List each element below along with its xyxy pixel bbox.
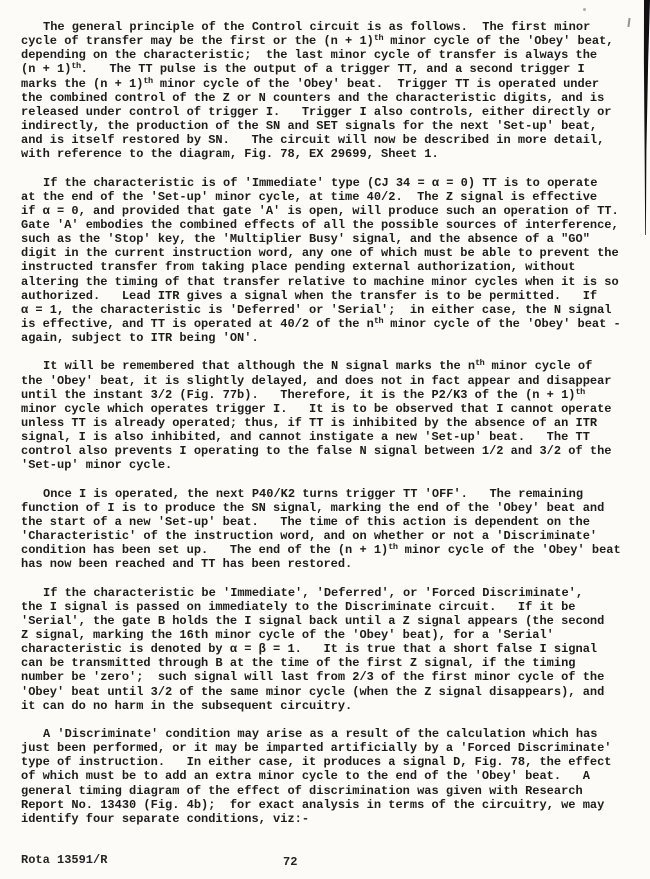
text-line: $(n + 1)^{th}$. The TT pulse is the output of a trigger TT, and a second trigger I — [21, 61, 585, 77]
text-line: number be 'zero'; such signal will last from 2/3 of the first minor cycle of the — [21, 670, 605, 685]
text-line: It will be remembered that although the N signal marks the $n^{th}$ minor cycle of — [43, 358, 593, 374]
text-line: If the characteristic is of 'Immediate' type (CJ 34 = α = 0) TT is to operate — [43, 175, 598, 190]
text-line: Z signal, marking the 16th minor cycle of the 'Obey' beat), for a 'Serial' — [21, 628, 554, 643]
text-line: again, subject to ITR being 'ON'. — [21, 331, 259, 346]
text-line: signal, I is also inhibited, and cannot instigate a new 'Set-up' beat. The TT — [21, 430, 590, 445]
text-line: minor cycle which operates trigger I. It is to be observed that I cannot operate — [21, 401, 612, 416]
paragraph — [21, 487, 633, 572]
text-line: is effective, and TT is operated at 40/2 of the $n^{th}$ minor cycle of the 'Obey' beat - — [21, 315, 621, 331]
text-line: cycle of transfer may be the first or the $(n + 1)^{th}$ minor cycle of the 'Obey' beat, — [21, 33, 614, 49]
text-line: it can do no harm in the subsequent circuitry. — [21, 698, 353, 713]
text-line: characteristic is denoted by α = β = 1. It is true that a short false I signal — [21, 642, 598, 657]
text-line: condition has been set up. The end of the $(n + 1)^{th}$ minor cycle of the 'Obey' beat — [21, 542, 621, 558]
scan-dot-artifact — [583, 8, 586, 11]
text-line: the combined control of the Z or N counters and the characteristic digits, and is — [21, 90, 605, 105]
text-line: instructed transfer from taking place pending external authorization, without — [21, 260, 576, 275]
text-line: authorized. Lead ITR gives a signal when the transfer is to be permitted. If — [21, 288, 598, 303]
text-line: A 'Discriminate' condition may arise as a result of the calculation which has — [43, 727, 598, 742]
paragraph — [21, 176, 633, 346]
footer-reference: Rota 13591/R — [21, 853, 108, 867]
document-body — [21, 20, 633, 840]
text-line: function of I is to produce the SN signal, marking the end of the 'Obey' beat and — [21, 500, 605, 515]
paragraph — [21, 20, 633, 161]
paragraph — [21, 727, 633, 826]
paragraph — [21, 586, 633, 713]
text-line: altering the timing of that transfer relative to machine minor cycles when it is so — [21, 274, 619, 289]
text-line: released under control of trigger I. Trigger I also controls, either directly or — [21, 104, 612, 119]
text-line: can be transmitted through B at the time of the first Z signal, if the timing — [21, 656, 576, 671]
text-line: unless TT is already operated; thus, if TT is inhibited by the absence of an ITR — [21, 415, 598, 430]
text-line: the start of a new 'Set-up' beat. The time of this action is dependent on the — [21, 514, 590, 529]
text-line: if α = 0, and provided that gate 'A' is open, will produce such an operation of TT. — [21, 203, 619, 218]
text-line: indirectly, the production of the SN and SET signals for the next 'Set-up' beat, — [21, 118, 598, 133]
page-footer — [0, 853, 650, 873]
text-line: Report No. 13430 (Fig. 4b); for exact analysis in terms of the circuitry, we may — [21, 797, 605, 812]
text-line: such as the 'Stop' key, the 'Multiplier Busy' signal, and the absence of a "GO" — [21, 232, 590, 247]
text-line: the 'Obey' beat, it is slightly delayed, and does not in fact appear and disappear — [21, 373, 612, 388]
text-line: control also prevents I operating to the false N signal between 1/2 and 3/2 of the — [21, 444, 612, 459]
text-line: just been performed, or it may be imparted artificially by a 'Forced Discriminate' — [21, 741, 612, 756]
text-line: Gate 'A' embodies the combined effects of all the possible sources of interference, — [21, 217, 619, 232]
text-line: identify four separate conditions, viz:- — [21, 811, 310, 826]
text-line: until the instant 3/2 (Fig. 77b). Therefore, it is the P2/K3 of the $(n + 1)^{th}$ — [21, 386, 585, 402]
page-number: 72 — [283, 855, 298, 869]
text-line: the I signal is passed on immediately to the Discriminate circuit. If it be — [21, 599, 576, 614]
text-line: 'Obey' beat until 3/2 of the same minor cycle (when the Z signal disappears), and — [21, 684, 605, 699]
text-line: Once I is operated, the next P40/K2 turns trigger TT 'OFF'. The remaining — [43, 486, 584, 501]
text-line: has now been reached and TT has been restored. — [21, 557, 353, 572]
text-line: type of instruction. In either case, it produces a signal D, Fig. 78, the effect — [21, 755, 612, 770]
text-line: with reference to the diagram, Fig. 78, EX 29699, Sheet 1. — [21, 147, 439, 162]
scan-streak-artifact — [640, 0, 650, 240]
text-line: 'Set-up' minor cycle. — [21, 458, 173, 473]
text-line: α = 1, the characteristic is 'Deferred' or 'Serial'; in either case, the N signal — [21, 302, 612, 317]
text-line: of which must be to add an extra minor cycle to the end of the 'Obey' beat. A — [21, 769, 590, 784]
text-line: 'Characteristic' of the instruction word, and on whether or not a 'Discriminate' — [21, 529, 598, 544]
text-line: and is itself restored by SN. The circuit will now be described in more detail, — [21, 133, 605, 148]
text-line: 'Serial', the gate B holds the I signal back until a Z signal appears (the second — [21, 613, 605, 628]
text-line: digit in the current instruction word, any one of which must be able to prevent the — [21, 246, 619, 261]
text-line: marks the $(n + 1)^{th}$ minor cycle of the 'Obey' beat. Trigger TT is operated under — [21, 75, 600, 91]
text-line: If the characteristic be 'Immediate', 'Deferred', or 'Forced Discriminate', — [43, 585, 584, 600]
text-line: The general principle of the Control circuit is as follows. The first minor — [43, 20, 591, 34]
text-line: depending on the characteristic; the last minor cycle of transfer is always the — [21, 48, 598, 63]
text-line: at the end of the 'Set-up' minor cycle, at time 40/2. The Z signal is effective — [21, 189, 598, 204]
text-line: general timing diagram of the effect of discrimination was given with Research — [21, 783, 583, 798]
paragraph — [21, 359, 633, 472]
